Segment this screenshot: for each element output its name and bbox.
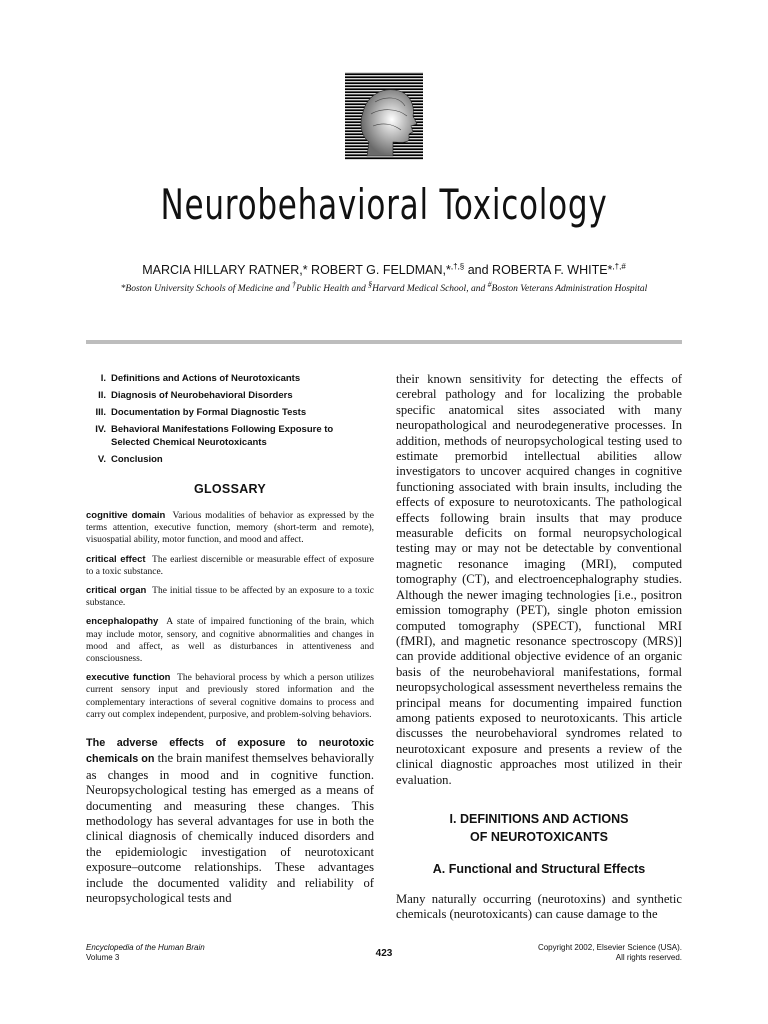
glossary-term: critical organ [86, 585, 147, 597]
footer-copyright [482, 943, 682, 963]
body-paragraph: Many naturally occurring (neurotoxins) and synthetic chemicals (neurotoxicants) can cause damage to the [396, 891, 682, 922]
intro-lead: The adverse effects of exposure to neurotoxic chemicals on [86, 737, 374, 766]
article-title: Neurobehavioral Toxicology [160, 180, 608, 229]
toc-text: Conclusion [111, 454, 163, 465]
copyright-line: Copyright 2002, Elsevier Science (USA). [537, 943, 682, 952]
body-paragraph: their known sensitivity for detecting the effects of cerebral pathology and for localizing the probable specific anatomical sites associated with many neuropathological and neurodegenerative processes. In addition, methods of neuropsychological testing used to estimate premorbid intellectual abilities allow investigators to uncover acquired changes in cognitive functioning associated with brain insults, including the effects of exposure to neurotoxicants. The pathological effects following brain insults that may produce measurable deficits on formal neuropsychological testing may or may not be detectable by conventional magnetic resonance imaging (MRI), computed tomography (CT), and electroencephalography studies. Although the newer imaging technologies [i.e., positron emission tomography (PET), single photon emission computed tomography (SPECT), functional MRI (fMRI), and magnetic resonance spectroscopy (MRS)] can provide additional objective evidence of an organic basis of the neurobehavioral manifestations, formal neuropsychological assessment nevertheless remains the principal means for documenting impaired function among patients exposed to neurotoxicants. This article discusses the neurobehavioral syndromes related to neurotoxicant exposure and presents a review of the clinical diagnostic approaches most utilized in their evaluation. [396, 372, 682, 787]
author-feldman: ROBERT G. FELDMAN,* [307, 263, 451, 278]
toc-num: IV. [95, 424, 106, 435]
journal-logo [345, 72, 423, 160]
glossary-term: executive function [86, 672, 171, 684]
toc-text: Diagnosis of Neurobehavioral Disorders [111, 390, 293, 401]
glossary-term: encephalopathy [86, 616, 159, 628]
section-heading-line-1: I. DEFINITIONS AND ACTIONS [449, 811, 629, 826]
glossary-definition: A state of impaired functioning of the brain, which may include motor, sensory, and cognitive abnormalities and changes in mood and affect, as well as disturbances in attentiveness and consciousness. [86, 617, 374, 665]
intro-text: the brain manifest themselves behaviorally as changes in mood and in cognitive function. Neuropsychological testing has emerged as a means of documenting and measuring these changes. This methodology has several advantages for use in both the clinical diagnosis of chemically induced disorders and the epidemiologic investigation of neurotoxicant exposure–outcome relationships. These advantages include the documented validity and reliability of neuropsychological tests and [86, 751, 374, 906]
toc-item [86, 372, 374, 385]
toc-item [86, 406, 374, 419]
header-divider [86, 340, 682, 344]
glossary-definition: The earliest discernible or measurable effect of exposure to a toxic substance. [86, 554, 374, 577]
author-white: and ROBERTA F. WHITE* [464, 263, 613, 278]
toc-item [86, 389, 374, 402]
footer-book-title: Encyclopedia of the Human Brain [86, 943, 205, 952]
affil-sup-2: § [368, 280, 373, 289]
affil-sup-1: † [292, 280, 297, 289]
glossary-heading: GLOSSARY [193, 482, 267, 496]
toc-text: Documentation by Formal Diagnostic Tests [111, 407, 307, 418]
head-profile-icon [345, 72, 423, 160]
glossary-definition: The behavioral process by which a person utilizes current sensory input and previously stored information and the complementary interactions of several cognitive domains to process and carry out complex independent, purposive, and problem-solving behaviors. [86, 673, 374, 720]
author-white-sup: ,†,# [612, 262, 626, 271]
page-number: 423 [375, 948, 393, 959]
glossary-entry [86, 585, 374, 609]
toc-num: II. [98, 390, 106, 401]
intro-paragraph [86, 735, 374, 906]
section-heading-line-2: OF NEUROTOXICANTS [470, 829, 608, 844]
affil-part-2: Public Health and [296, 284, 369, 295]
glossary-entry [86, 510, 374, 547]
glossary-entry [86, 554, 374, 578]
toc-item [86, 453, 374, 466]
glossary-definition: Various modalities of behavior as expressed by the terms attention, executive function, memory (short-term and remote), visuospatial ability, motor function, and mood and affect. [86, 511, 375, 546]
author-ratner: MARCIA HILLARY RATNER,* [142, 263, 308, 278]
glossary-term: critical effect [86, 553, 146, 565]
glossary-term: cognitive domain [86, 510, 166, 521]
affil-sup-3: # [487, 280, 492, 289]
right-column [396, 372, 682, 923]
toc-text: Definitions and Actions of Neurotoxicants [111, 373, 301, 384]
toc-item [86, 423, 374, 449]
toc-num: III. [95, 407, 106, 418]
subsection-heading: A. Functional and Structural Effects [432, 861, 646, 876]
glossary-entry [86, 672, 374, 721]
rights-line: All rights reserved. [615, 953, 682, 962]
table-of-contents [86, 372, 374, 466]
toc-num: I. [100, 373, 106, 384]
glossary-entry [86, 616, 374, 665]
toc-num: V. [97, 454, 106, 465]
section-heading [396, 810, 682, 846]
toc-text: Behavioral Manifestations Following Exposure to Selected Chemical Neurotoxicants [111, 424, 334, 448]
affiliations [0, 280, 768, 294]
author-line [0, 262, 768, 277]
glossary-definition: The initial tissue to be affected by an exposure to a toxic substance. [86, 586, 374, 609]
author-feldman-sup: ,†,§ [450, 262, 465, 271]
left-column [86, 372, 374, 907]
footer-volume: Volume 3 [86, 953, 120, 962]
affil-part-4: Boston Veterans Administration Hospital [491, 284, 648, 295]
affil-part-3: Harvard Medical School, and [372, 284, 488, 295]
affil-part-1: *Boston University Schools of Medicine and [120, 284, 293, 295]
